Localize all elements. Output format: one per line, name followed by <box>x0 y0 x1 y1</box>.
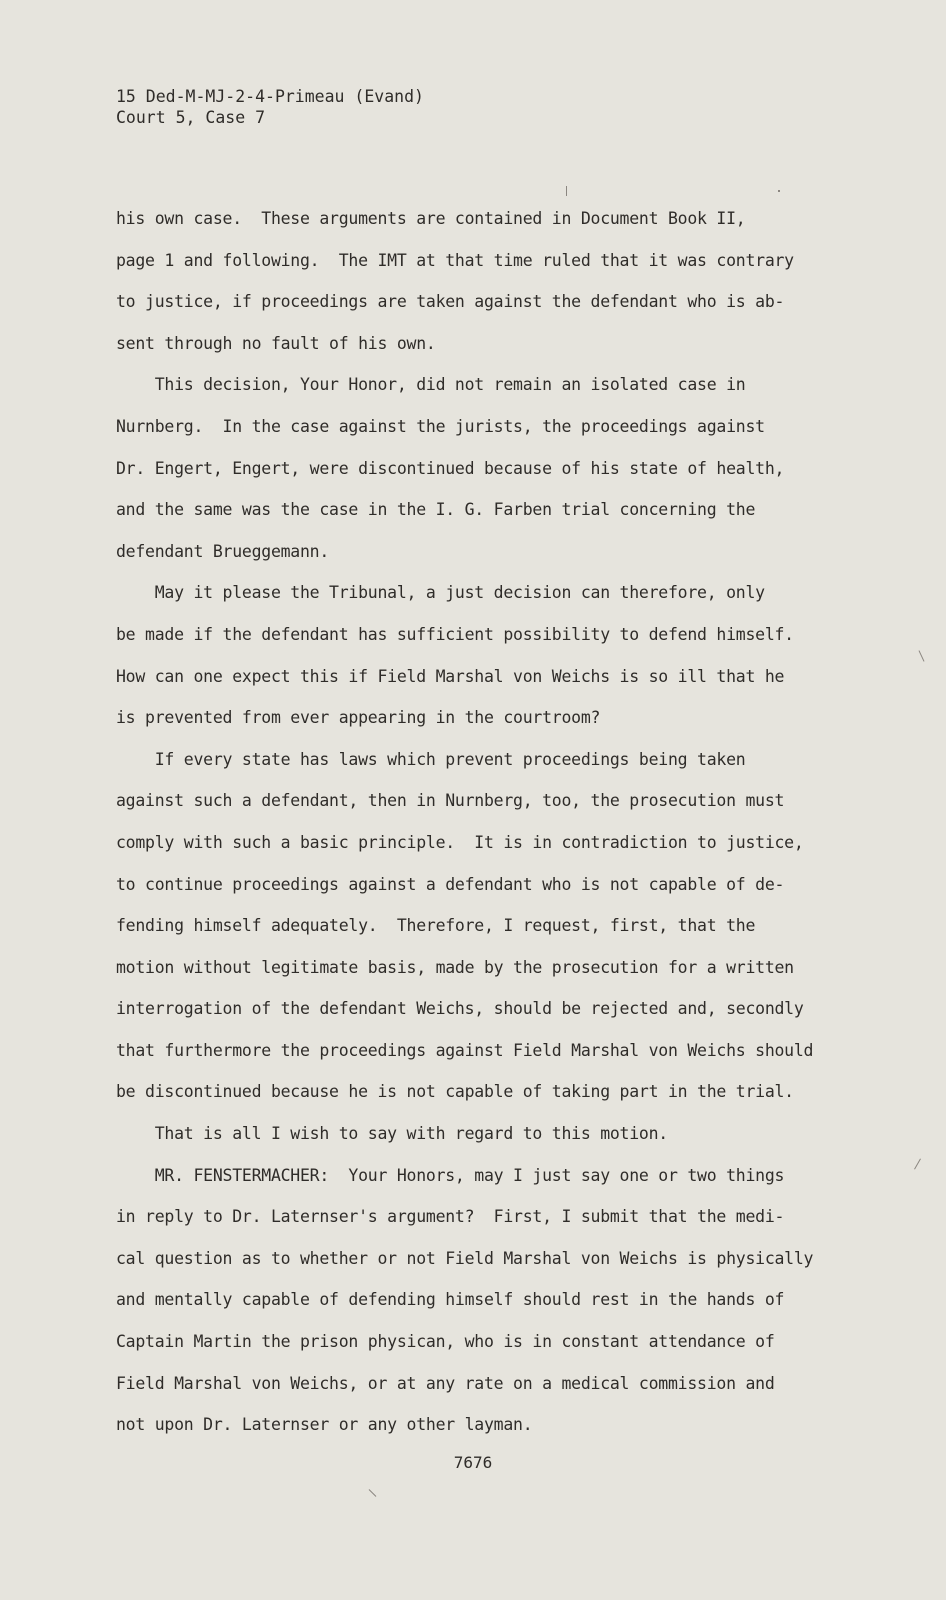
text-line: be discontinued because he is not capable of taking part in the trial. <box>116 1082 794 1102</box>
scan-speck <box>778 190 780 192</box>
text-line: against such a defendant, then in Nurnberg, too, the prosecution must <box>116 791 785 811</box>
text-line: fending himself adequately. Therefore, I request, first, that the <box>116 916 756 936</box>
text-line: May it please the Tribunal, a just decision can therefore, only <box>116 583 765 603</box>
scan-speck <box>369 1489 377 1497</box>
text-line: comply with such a basic principle. It is in contradiction to justice, <box>116 832 804 852</box>
header-line-1: 15 Ded-M-MJ-2-4-Primeau (Evand) <box>116 87 424 106</box>
text-line: to justice, if proceedings are taken against the defendant who is ab- <box>116 292 785 312</box>
text-line: If every state has laws which prevent proceedings being taken <box>116 749 746 769</box>
text-line: in reply to Dr. Laternser's argument? First, I submit that the medi- <box>116 1207 785 1227</box>
text-line: This decision, Your Honor, did not remain an isolated case in <box>116 375 746 395</box>
text-line: defendant Brueggemann. <box>116 541 330 561</box>
text-line: motion without legitimate basis, made by the prosecution for a written <box>116 957 794 977</box>
text-line: That is all I wish to say with regard to this motion. <box>116 1124 668 1144</box>
text-line: Captain Martin the prison physican, who is in constant attendance of <box>116 1332 775 1352</box>
text-line: is prevented from ever appearing in the courtroom? <box>116 708 601 728</box>
text-line: Field Marshal von Weichs, or at any rate on a medical commission and <box>116 1373 775 1393</box>
document-body <box>116 208 876 1456</box>
text-line: be made if the defendant has sufficient possibility to defend himself. <box>116 624 794 644</box>
document-header <box>116 86 424 128</box>
text-line: sent through no fault of his own. <box>116 333 436 353</box>
text-line: MR. FENSTERMACHER: Your Honors, may I just say one or two things <box>116 1165 785 1185</box>
text-line: How can one expect this if Field Marshal von Weichs is so ill that he <box>116 666 785 686</box>
scan-speck <box>566 186 567 196</box>
text-line: cal question as to whether or not Field Marshal von Weichs is physically <box>116 1248 814 1268</box>
text-line: interrogation of the defendant Weichs, should be rejected and, secondly <box>116 999 804 1019</box>
scan-speck <box>914 1159 921 1170</box>
text-line: Nurnberg. In the case against the jurists, the proceedings against <box>116 416 765 436</box>
text-line: that furthermore the proceedings against Field Marshal von Weichs should <box>116 1040 814 1060</box>
scan-speck <box>919 650 925 661</box>
text-line: and mentally capable of defending himself should rest in the hands of <box>116 1290 785 1310</box>
text-line: to continue proceedings against a defendant who is not capable of de- <box>116 874 785 894</box>
header-line-2: Court 5, Case 7 <box>116 108 266 127</box>
page-number: 7676 <box>453 1453 493 1472</box>
text-line: his own case. These arguments are contained in Document Book II, <box>116 209 746 228</box>
text-line: not upon Dr. Laternser or any other layman. <box>116 1415 533 1435</box>
text-line: page 1 and following. The IMT at that time ruled that it was contrary <box>116 250 794 270</box>
text-line: and the same was the case in the I. G. Farben trial concerning the <box>116 500 756 520</box>
text-line: Dr. Engert, Engert, were discontinued because of his state of health, <box>116 458 785 478</box>
